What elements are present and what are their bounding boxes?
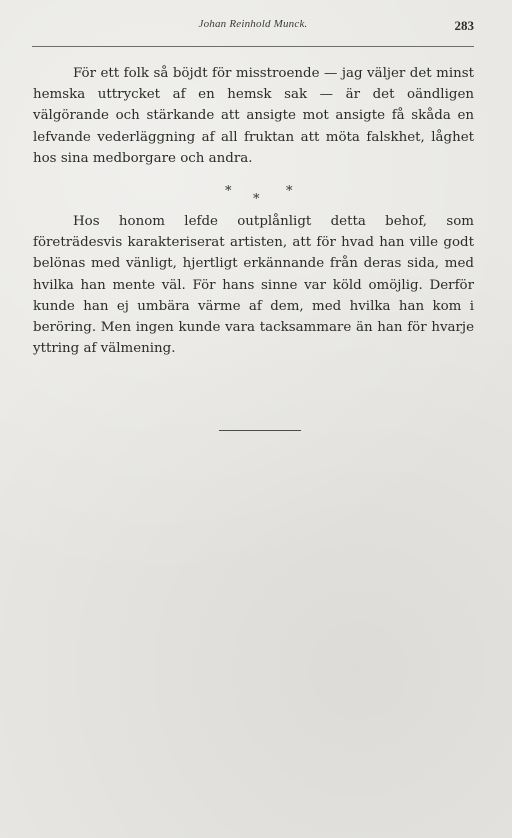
section-break: [33, 173, 474, 209]
page-number: 283: [454, 18, 474, 33]
paragraph-2: Hos honom lefde outplånligt detta behof, som företrädesvis karakteriserat artisten, att för hvad han ville godt belönas med vänligt, hjertligt erkännande från deras sida, med hvilka han mente väl. För hans sinne var köld omöjlig. Derför kunde han ej umbära värme af dem, med hvilka han kom i beröring. Men ingen kunde vara tacksammare än han för hvarje yttring af välmening.: [33, 214, 474, 357]
paragraph-1: För ett folk så böjdt för misstroende — jag väljer det minst hemska uttrycket af en hemsk sak — är det oändligen välgörande och stärkande att ansigte mot ansigte få skåda en lefvande vederläggning af all fruktan att möta falskhet, låghet hos sina medborgare och andra.: [33, 66, 474, 166]
running-head: Johan Reinhold Munck.: [198, 18, 308, 30]
page-header: [32, 18, 474, 48]
asterisk-left: *: [225, 184, 232, 200]
asterisk-right: *: [286, 184, 293, 200]
text-body: [33, 63, 474, 359]
asterisk-middle: *: [253, 192, 260, 208]
header-rule: [32, 46, 474, 47]
end-rule: [219, 430, 301, 431]
